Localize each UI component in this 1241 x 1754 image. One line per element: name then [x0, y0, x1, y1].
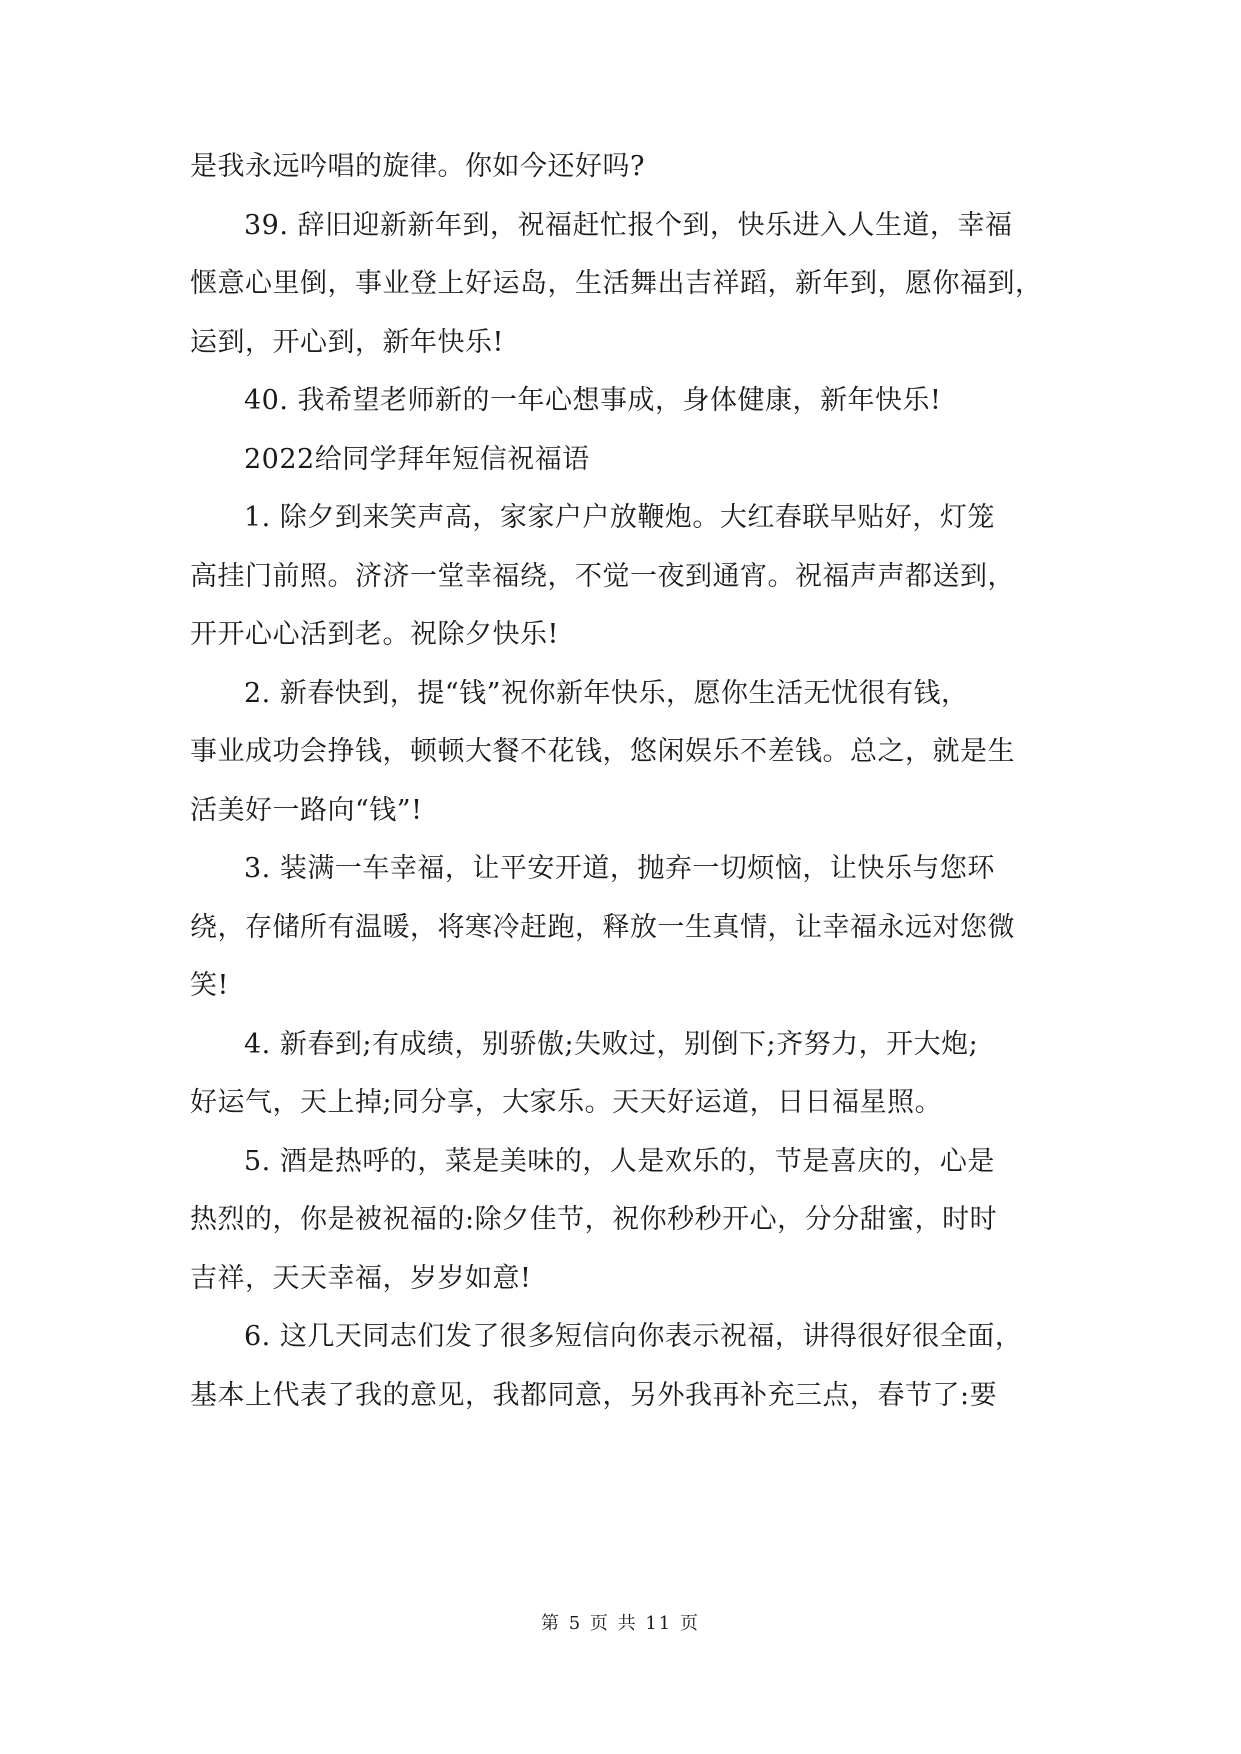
text-line: 热烈的，你是被祝福的:除夕佳节，祝你秒秒开心，分分甜蜜，时时	[190, 1204, 998, 1235]
text-line: 活美好一路向“钱”!	[190, 795, 423, 826]
text-line: 高挂门前照。济济一堂幸福绕，不觉一夜到通宵。祝福声声都送到，	[190, 561, 1015, 592]
text-line: 事业成功会挣钱，顿顿大餐不花钱，悠闲娱乐不差钱。总之，就是生	[190, 736, 1015, 767]
section-heading: 2022给同学拜年短信祝福语	[244, 444, 590, 475]
text-line: 绕，存储所有温暖，将寒冷赶跑，释放一生真情，让幸福永远对您微	[190, 912, 1015, 943]
paragraph-4-line-1: 4. 新春到;有成绩，别骄傲;失败过，别倒下;齐努力，开大炮;	[244, 1029, 979, 1060]
text-line: 好运气，天上掉;同分享，大家乐。天天好运道，日日福星照。	[190, 1087, 943, 1118]
text-line: 基本上代表了我的意见，我都同意，另外我再补充三点，春节了:要	[190, 1380, 998, 1411]
text-line: 开开心心活到老。祝除夕快乐!	[190, 619, 559, 650]
text-line: 惬意心里倒，事业登上好运岛，生活舞出吉祥蹈，新年到，愿你福到，	[190, 268, 1043, 299]
paragraph-5-line-1: 5. 酒是热呼的，菜是美味的，人是欢乐的，节是喜庆的，心是	[244, 1146, 995, 1177]
text-line: 笑!	[190, 970, 229, 1001]
paragraph-3-line-1: 3. 装满一车幸福，让平安开道，抛弃一切烦恼，让快乐与您环	[244, 853, 995, 884]
paragraph-2-line-1: 2. 新春快到，提“钱”祝你新年快乐，愿你生活无忧很有钱，	[244, 678, 969, 709]
page-number-footer: 第 5 页 共 11 页	[541, 1613, 700, 1634]
paragraph-40-line-1: 40. 我希望老师新的一年心想事成，身体健康，新年快乐!	[244, 385, 942, 416]
paragraph-39-line-1: 39. 辞旧迎新新年到，祝福赶忙报个到，快乐进入人生道，幸福	[244, 210, 1013, 241]
paragraph-1-line-1: 1. 除夕到来笑声高，家家户户放鞭炮。大红春联早贴好，灯笼	[244, 502, 995, 533]
text-line: 是我永远吟唱的旋律。你如今还好吗?	[190, 151, 645, 182]
text-line: 吉祥，天天幸福，岁岁如意!	[190, 1263, 532, 1294]
text-line: 运到，开心到，新年快乐!	[190, 327, 504, 358]
paragraph-6-line-1: 6. 这几天同志们发了很多短信向你表示祝福，讲得很好很全面，	[244, 1321, 1023, 1352]
